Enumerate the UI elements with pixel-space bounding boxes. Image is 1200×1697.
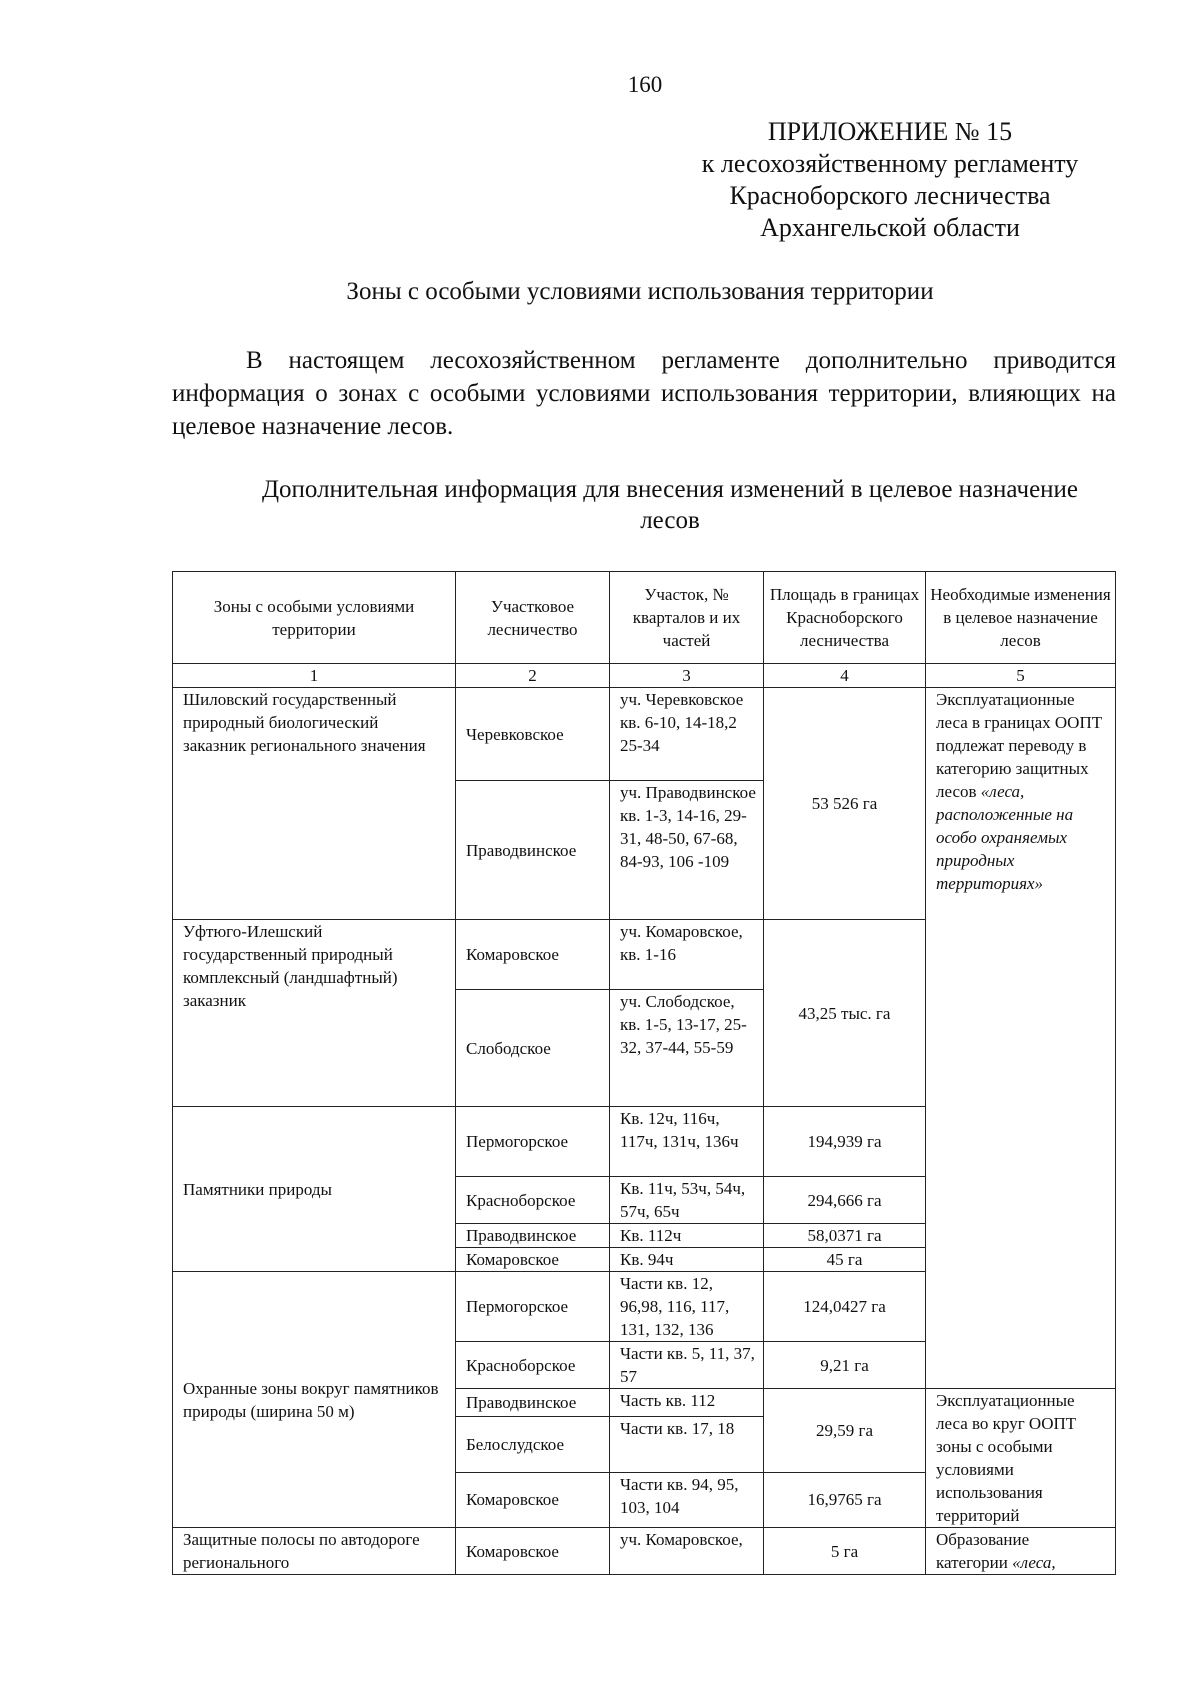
table-row bbox=[173, 688, 1116, 781]
change-text: Эксплуатационные леса в границах ООПТ подлежат переводу в категорию защитных лесов bbox=[936, 690, 1103, 801]
zone-cell: Уфтюго-Илешский государственный природный комплексный (ландшафтный) заказник bbox=[173, 920, 456, 1107]
forestry-cell: Комаровское bbox=[456, 1248, 610, 1272]
plots-cell: Кв. 94ч bbox=[610, 1248, 764, 1272]
table-header-row bbox=[173, 572, 1116, 664]
area-cell: 29,59 га bbox=[764, 1389, 926, 1473]
column-number: 2 bbox=[456, 664, 610, 688]
intro-paragraph: В настоящем лесохозяйственном регламенте дополнительно приводится информация о зонах с особыми условиями использования территории, влияющих на целевое назначение лесов. bbox=[172, 347, 1116, 440]
section-title: Зоны с особыми условиями использования территории bbox=[346, 278, 934, 305]
change-cell bbox=[926, 1528, 1116, 1575]
plots-cell: Часть кв. 112 bbox=[610, 1389, 764, 1417]
plots-cell: Кв. 11ч, 53ч, 54ч, 57ч, 65ч bbox=[610, 1177, 764, 1224]
plots-cell: Части кв. 5, 11, 37, 57 bbox=[610, 1342, 764, 1389]
plots-cell: Кв. 112ч bbox=[610, 1224, 764, 1248]
appendix-line-4: Архангельской области bbox=[760, 213, 1020, 242]
zone-cell: Охранные зоны вокруг памятников природы (ширина 50 м) bbox=[173, 1272, 456, 1528]
area-cell: 124,0427 га bbox=[764, 1272, 926, 1342]
area-cell: 9,21 га bbox=[764, 1342, 926, 1389]
forestry-cell: Комаровское bbox=[456, 1528, 610, 1575]
forestry-cell: Пермогорское bbox=[456, 1107, 610, 1177]
area-cell: 5 га bbox=[764, 1528, 926, 1575]
header-plots: Участок, № кварталов и их частей bbox=[610, 572, 764, 664]
area-cell: 294,666 га bbox=[764, 1177, 926, 1224]
forestry-cell: Красноборское bbox=[456, 1342, 610, 1389]
plots-cell: уч. Черевковское кв. 6-10, 14-18,2 25-34 bbox=[610, 688, 764, 781]
plots-cell: Части кв. 12, 96,98, 116, 117, 131, 132, 136 bbox=[610, 1272, 764, 1342]
forestry-cell: Праводвинское bbox=[456, 781, 610, 920]
forestry-cell: Пермогорское bbox=[456, 1272, 610, 1342]
forestry-cell: Комаровское bbox=[456, 1472, 610, 1527]
forestry-cell: Красноборское bbox=[456, 1177, 610, 1224]
plots-cell: Части кв. 17, 18 bbox=[610, 1417, 764, 1472]
zone-cell: Защитные полосы по автодороге регионального bbox=[173, 1528, 456, 1575]
table-row bbox=[173, 1528, 1116, 1575]
change-cell bbox=[926, 688, 1116, 1389]
appendix-header bbox=[640, 116, 1140, 244]
plots-cell: уч. Слободское, кв. 1-5, 13-17, 25-32, 37-44, 55-59 bbox=[610, 990, 764, 1107]
header-area: Площадь в границах Красноборского лесничества bbox=[764, 572, 926, 664]
plots-cell: Кв. 12ч, 116ч, 117ч, 131ч, 136ч bbox=[610, 1107, 764, 1177]
change-text: Образование категории bbox=[936, 1530, 1030, 1572]
plots-cell: Части кв. 94, 95, 103, 104 bbox=[610, 1472, 764, 1527]
appendix-line-3: Красноборского лесничества bbox=[729, 181, 1051, 210]
area-cell: 194,939 га bbox=[764, 1107, 926, 1177]
header-changes: Необходимые изменения в целевое назначение лесов bbox=[926, 572, 1116, 664]
column-number: 3 bbox=[610, 664, 764, 688]
area-cell: 43,25 тыс. га bbox=[764, 920, 926, 1107]
plots-cell: уч. Комаровское, кв. 1-16 bbox=[610, 920, 764, 990]
zone-cell: Шиловский государственный природный биологический заказник регионального значения bbox=[173, 688, 456, 920]
area-cell: 45 га bbox=[764, 1248, 926, 1272]
column-number: 4 bbox=[764, 664, 926, 688]
forestry-cell: Праводвинское bbox=[456, 1389, 610, 1417]
change-cell: Эксплуатационные леса во круг ООПТ зоны с особыми условиями использования территорий bbox=[926, 1389, 1116, 1528]
header-forestry: Участковое лесничество bbox=[456, 572, 610, 664]
appendix-title: ПРИЛОЖЕНИЕ № 15 bbox=[767, 117, 1013, 146]
column-number: 5 bbox=[926, 664, 1116, 688]
page-number: 160 bbox=[627, 72, 663, 97]
header-zones: Зоны с особыми условиями территории bbox=[173, 572, 456, 664]
plots-cell: уч. Комаровское, bbox=[610, 1528, 764, 1575]
column-number-row bbox=[173, 664, 1116, 688]
forestry-cell: Белослудское bbox=[456, 1417, 610, 1472]
change-text-italic: «леса, расположенные на особо охраняемых природных территориях» bbox=[936, 782, 1074, 893]
area-cell: 58,0371 га bbox=[764, 1224, 926, 1248]
change-text-italic: «леса, bbox=[1012, 1553, 1056, 1572]
column-number: 1 bbox=[173, 664, 456, 688]
table-subtitle: Дополнительная информация для внесения изменений в целевое назначение лесов bbox=[261, 476, 1079, 534]
forestry-cell: Слободское bbox=[456, 990, 610, 1107]
forestry-cell: Праводвинское bbox=[456, 1224, 610, 1248]
zones-table bbox=[172, 571, 1116, 1575]
forestry-cell: Черевковское bbox=[456, 688, 610, 781]
appendix-line-2: к лесохозяйственному регламенту bbox=[701, 149, 1079, 178]
zone-cell: Памятники природы bbox=[173, 1107, 456, 1272]
area-cell: 53 526 га bbox=[764, 688, 926, 920]
plots-cell: уч. Праводвинское кв. 1-3, 14-16, 29-31, 48-50, 67-68, 84-93, 106 -109 bbox=[610, 781, 764, 920]
forestry-cell: Комаровское bbox=[456, 920, 610, 990]
area-cell: 16,9765 га bbox=[764, 1472, 926, 1527]
